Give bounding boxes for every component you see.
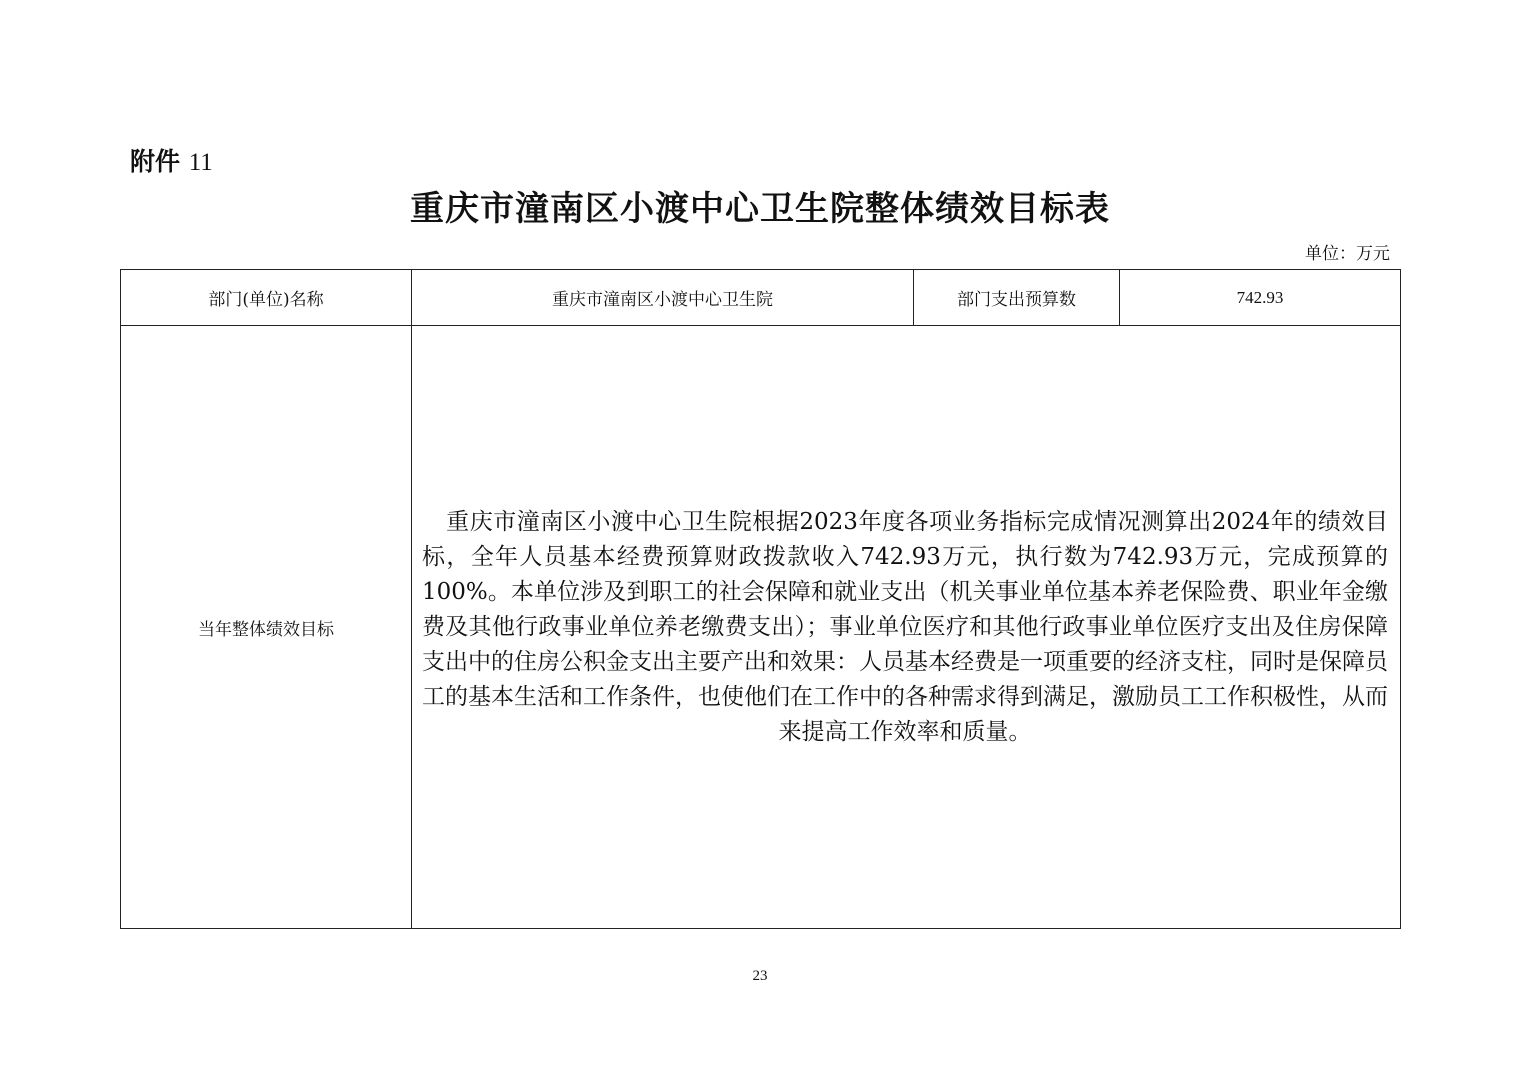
dept-name-value: 重庆市潼南区小渡中心卫生院 bbox=[412, 270, 914, 326]
unit-label: 单位：万元 bbox=[1305, 244, 1390, 264]
dept-name-label: 部门(单位)名称 bbox=[121, 270, 412, 326]
budget-value: 742.93 bbox=[1120, 270, 1401, 326]
budget-label: 部门支出预算数 bbox=[914, 270, 1120, 326]
goal-cell bbox=[412, 326, 1401, 929]
attachment-label bbox=[130, 144, 213, 181]
attachment-number: 11 bbox=[188, 149, 213, 176]
table-row-department bbox=[121, 270, 1401, 326]
goal-text: 重庆市潼南区小渡中心卫生院根据2023年度各项业务指标完成情况测算出2024年的绩效目标，全年人员基本经费预算财政拨款收入742.93万元，执行数为742.93万元，完成预算的100%。本单位涉及到职工的社会保障和就业支出（机关事业单位基本养老保险费、职业年金缴费及其他行政事业单位养老缴费支出）；事业单位医疗和其他行政事业单位医疗支出及住房保障支出中的住房公积金支出主要产出和效果：人员基本经费是一项重要的经济支柱，同时是保障员工的基本生活和工作条件，也使他们在工作中的各种需求得到满足，激励员工工作积极性，从而来提高工作效率和质量。 bbox=[422, 508, 1388, 745]
goal-label: 当年整体绩效目标 bbox=[121, 326, 412, 929]
table-row-goal bbox=[121, 326, 1401, 929]
performance-target-table bbox=[120, 269, 1401, 929]
document-title: 重庆市潼南区小渡中心卫生院整体绩效目标表 bbox=[410, 189, 1110, 229]
page-number: 23 bbox=[752, 968, 768, 984]
attachment-prefix: 附件 bbox=[130, 147, 181, 176]
